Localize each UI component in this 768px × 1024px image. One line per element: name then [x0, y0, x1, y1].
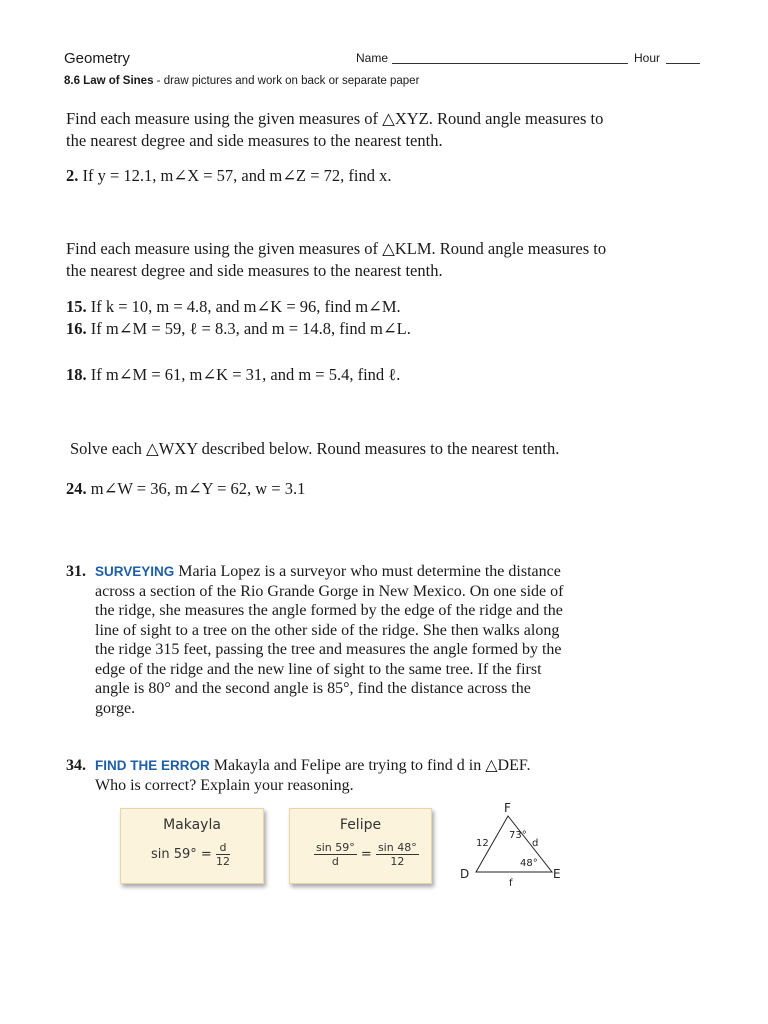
name-blank-line[interactable] — [392, 63, 628, 64]
problem-16 — [66, 319, 411, 339]
makayla-equation: sin 59° = $\frac{d}{12}$ — [151, 841, 230, 868]
card-name: Felipe — [339, 817, 382, 833]
problem-text: Maria Lopez is a surveyor who must determine the distance across a section of the Rio Grande Gorge in New Mexico. On one side of the ridge, she measures the angle formed by the edge of the ridge and the line of sight to a tree on the other side of the ridge. She then walks along the ridge 315 feet, passing the tree and measures the angle formed by the edge of the ridge and the new line of sight to the same tree. If the first angle is 80° and the second angle is 85°, find the distance across the gorge. — [95, 563, 564, 717]
problem-text: If k = 10, m = 4.8, and m∠K = 96, find m∠M. — [90, 297, 401, 316]
problem-tag: FIND THE ERROR — [95, 758, 210, 773]
angle-f-label: 73° — [509, 830, 527, 841]
makayla-card — [120, 808, 264, 884]
vertex-d-label: D — [460, 867, 470, 881]
problem-text: If m∠M = 61, m∠K = 31, and m = 5.4, find ℓ. — [90, 365, 401, 384]
card-name: Makayla — [163, 817, 221, 833]
hour-label: Hour — [634, 51, 661, 65]
wxy-instructions: Solve each △WXY described below. Round measures to the nearest tenth. — [70, 439, 560, 458]
problem-2 — [66, 166, 392, 186]
problem-text: If m∠M = 59, ℓ = 8.3, and m = 14.8, find m∠L. — [90, 319, 411, 338]
name-label: Name — [356, 51, 389, 65]
problem-31 — [95, 562, 565, 718]
xyz-instructions: Find each measure using the given measures of △XYZ. Round angle measures to the nearest degree and side measures to the nearest tenth. — [66, 109, 604, 150]
klm-instructions: Find each measure using the given measures of △KLM. Round angle measures to the nearest degree and side measures to the nearest tenth. — [66, 239, 607, 280]
problem-number: 16. — [66, 319, 87, 338]
problem-15 — [66, 297, 401, 317]
problem-text: If y = 12.1, m∠X = 57, and m∠Z = 72, find x. — [82, 166, 392, 185]
problem-number: 15. — [66, 297, 87, 316]
angle-e-label: 48° — [520, 858, 538, 869]
problem-34 — [95, 756, 565, 795]
problem-text: Makayla and Felipe are trying to find d in △DEF. Who is correct? Explain your reasoning. — [95, 757, 531, 794]
triangle-def-diagram — [452, 800, 572, 892]
problem-tag: SURVEYING — [95, 564, 175, 579]
vertex-f-label: F — [504, 801, 511, 815]
lesson-line — [64, 75, 419, 87]
problem-31-number: 31. — [66, 563, 86, 580]
problem-text: m∠W = 36, m∠Y = 62, w = 3.1 — [90, 479, 306, 498]
lesson-title: 8.6 Law of Sines — [64, 75, 154, 87]
felipe-equation: $\frac{\sin 59^\circ}{d}$ = $\frac{\sin 48^\circ}{12}$ — [316, 841, 417, 868]
problem-18 — [66, 365, 400, 385]
problem-number: 24. — [66, 479, 87, 498]
side-df-label: 12 — [476, 838, 489, 849]
hour-blank-line[interactable] — [666, 63, 700, 64]
side-fe-label: d — [532, 838, 539, 849]
problem-24 — [66, 479, 305, 499]
problem-34-number: 34. — [66, 757, 86, 774]
vertex-e-label: E — [553, 867, 561, 881]
problem-number: 2. — [66, 166, 79, 185]
lesson-note: - draw pictures and work on back or separate paper — [153, 75, 420, 87]
side-de-label: f — [509, 878, 513, 889]
problem-number: 18. — [66, 365, 87, 384]
felipe-card — [289, 808, 432, 884]
subject-title: Geometry — [64, 50, 130, 67]
